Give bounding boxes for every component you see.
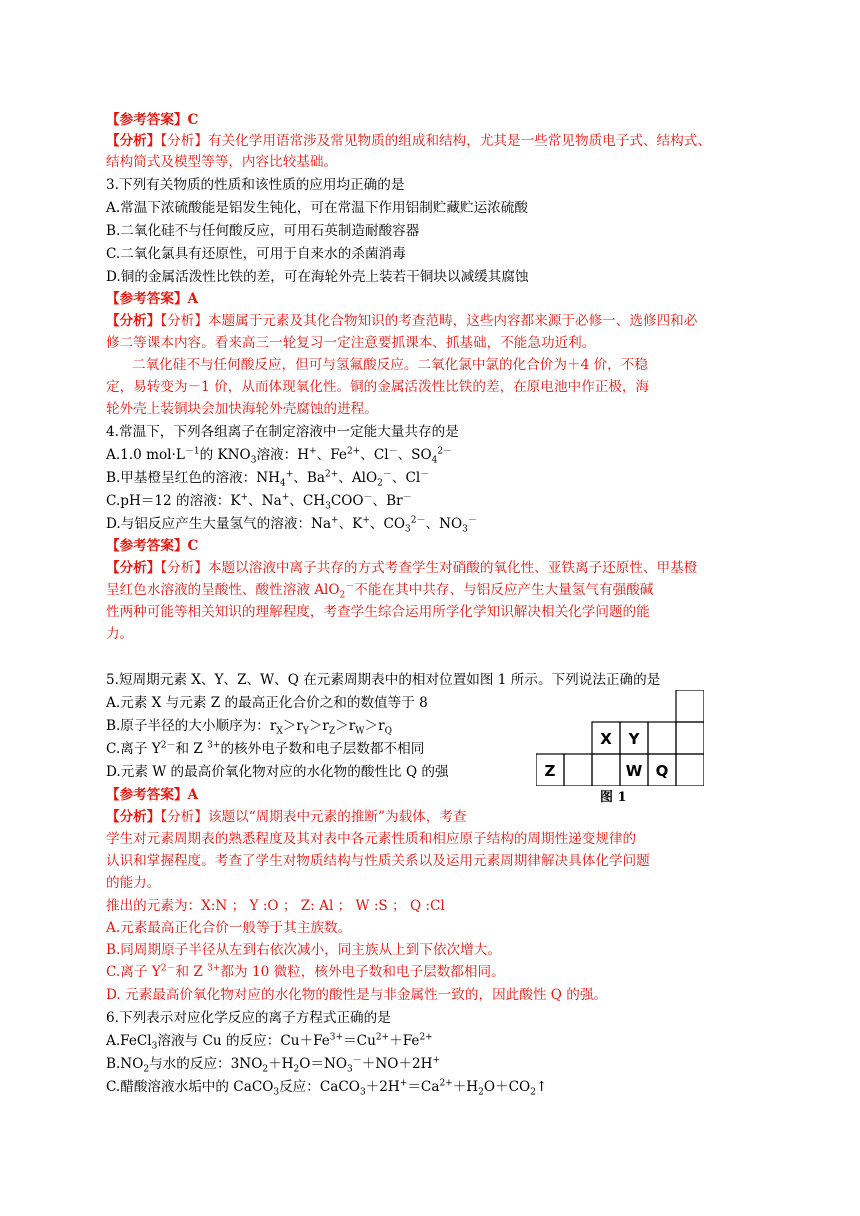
analysis-line: 【分析】【分析】有关化学用语常涉及常见物质的组成和结构，尤其是一些常见物质电子式、结构式、 — [106, 133, 711, 149]
analysis-line: B.同周期原子半径从左到右依次减小，同主族从上到下依次增大。 — [106, 942, 501, 958]
cell-label-w: W — [625, 762, 643, 780]
option-c: C.醋酸溶液水垢中的 CaCO$_3$反应：$CaCO_3+2H^+=Ca^{2+}+H_2O+CO_2↑$ — [106, 1078, 548, 1098]
option-d: D.铜的金属活泼性比铁的差，可在海轮外壳上装若干铜块以减缓其腐蚀 — [106, 269, 529, 285]
analysis-line: D. 元素最高价氧化物对应的水化物的酸性是与非金属性一致的，因此酸性 Q 的强。 — [106, 987, 608, 1003]
table-cell — [676, 754, 704, 786]
analysis-line: 性两种可能等相关知识的理解程度，考查学生综合运用所学化学知识解决相关化学问题的能 — [106, 604, 650, 620]
analysis-line: 学生对元素周期表的熟悉程度及其对表中各元素性质和相应原子结构的周期性递变规律的 — [106, 831, 637, 847]
analysis-line: 【分析】【分析】本题属于元素及其化合物知识的考查范畴，这些内容都来源于必修一、选修四和必 — [106, 313, 698, 329]
answer-label: 【参考答案】C — [106, 112, 199, 128]
option-c: C.二氧化氯具有还原性，可用于自来水的杀菌消毒 — [106, 246, 406, 262]
question-title: 5.短周期元素 X、Y、Z、W、Q 在元素周期表中的相对位置如图 1 所示。下列说法正确的是 — [106, 672, 661, 688]
analysis-line: 修二等课本内容。看来高三一轮复习一定注意要抓课本、抓基础，不能急功近利。 — [106, 335, 596, 351]
periodic-table-figure — [536, 690, 704, 786]
analysis-line: 二氧化硅不与任何酸反应，但可与氢氟酸反应。二氧化氯中氯的化合价为＋4 价，不稳 — [132, 357, 648, 373]
cell-label-y: Y — [628, 730, 640, 748]
answer-label: 【参考答案】A — [106, 291, 199, 307]
cell-label-x: X — [600, 730, 612, 748]
analysis-line: 的能力。 — [106, 875, 161, 891]
analysis-line: 轮外壳上装铜块会加快海轮外壳腐蚀的进程。 — [106, 401, 378, 417]
option-d: D.元素 W 的最高价氧化物对应的水化物的酸性比 Q 的强 — [106, 764, 449, 780]
figure-caption: 图 1 — [600, 790, 627, 805]
option-a: A.1.0 $mol\cdot L^{-1}$的 $KNO_3$溶液：H+、$Fe^{2+}$、Cl－、$SO_4^{2-}$ — [106, 446, 453, 466]
option-b: B.甲基橙呈红色的溶液：$NH_4^+$、$Ba^{2+}$、AlO$_2$－、Cl－ — [106, 469, 430, 489]
question-title: 4.常温下，下列各组离子在制定溶液中一定能大量共存的是 — [106, 424, 459, 440]
cell-label-q: Q — [655, 762, 669, 780]
option-c: C.pH＝12 的溶液：K+、Na+、$CH_3COO^-$、Br－ — [106, 492, 412, 512]
analysis-line: 认识和掌握程度。考查了学生对物质结构与性质关系以及运用元素周期律解决具体化学问题 — [106, 853, 650, 869]
analysis-line: 【分析】【分析】该题以“周期表中元素的推断”为载体，考查 — [106, 809, 467, 825]
analysis-line: 推出的元素为：X:N ； Y :O ； Z: Al ； W :S ； Q :Cl — [106, 898, 445, 914]
analysis-line: 呈红色水溶液的呈酸性、酸性溶液 AlO$_2$－不能在其中共存、与铝反应产生大量氢气有强酸碱 — [106, 581, 654, 601]
option-b: $B.NO_2$与水的反应：$3NO_2+H_2O=NO_3^-+NO+2H^+$ — [106, 1055, 441, 1075]
option-d: D.与铝反应产生大量氢气的溶液：Na+、K+、$CO_3^{2-}$、$NO_3^-$ — [106, 515, 477, 535]
cell-label-z: Z — [544, 762, 556, 780]
answer-label: 【参考答案】C — [106, 538, 199, 554]
analysis-line: 结构简式及模型等等，内容比较基础。 — [106, 154, 338, 170]
analysis-line: 力。 — [106, 626, 134, 642]
option-c: C.离子 $Y^{2-}$和 Z $^{3+}$的核外电子数和电子层数都不相同 — [106, 740, 425, 757]
option-b: B.二氧化硅不与任何酸反应，可用石英制造耐酸容器 — [106, 223, 420, 239]
answer-label: 【参考答案】A — [106, 787, 199, 803]
question-title: 6.下列表示对应化学反应的离子方程式正确的是 — [106, 1010, 391, 1026]
table-cell — [648, 722, 676, 754]
option-a: A.FeCl$_3$溶液与 Cu 的反应：$Cu+Fe^{3+}=Cu^{2+}+Fe^{2+}$ — [106, 1032, 433, 1052]
option-b: B.原子半径的大小顺序为：$r_X>r_Y>r_Z>r_W>r_Q$ — [106, 718, 393, 737]
option-a: A.常温下浓硫酸能是铝发生钝化，可在常温下作用铝制贮藏贮运浓硫酸 — [106, 200, 528, 216]
table-cell — [676, 690, 704, 722]
option-a: A.元素 X 与元素 Z 的最高正化合价之和的数值等于 8 — [106, 695, 428, 711]
analysis-line: 【分析】【分析】本题以溶液中离子共存的方式考查学生对硝酸的氧化性、亚铁离子还原性、甲基橙 — [106, 560, 698, 576]
question-title: 3.下列有关物质的性质和该性质的应用均正确的是 — [106, 177, 405, 193]
analysis-line: A.元素最高正化合价一般等于其主族数。 — [106, 920, 352, 936]
analysis-line: 定，易转变为－1 价，从而体现氧化性。铜的金属活泼性比铁的差，在原电池中作正极，海 — [106, 379, 650, 395]
table-cell — [564, 754, 592, 786]
analysis-line: C.离子 $Y^{2-}$和 Z $^{3+}$都为 10 微粒，核外电子数和电子层数都相同。 — [106, 963, 505, 980]
table-cell — [592, 754, 620, 786]
table-cell — [676, 722, 704, 754]
